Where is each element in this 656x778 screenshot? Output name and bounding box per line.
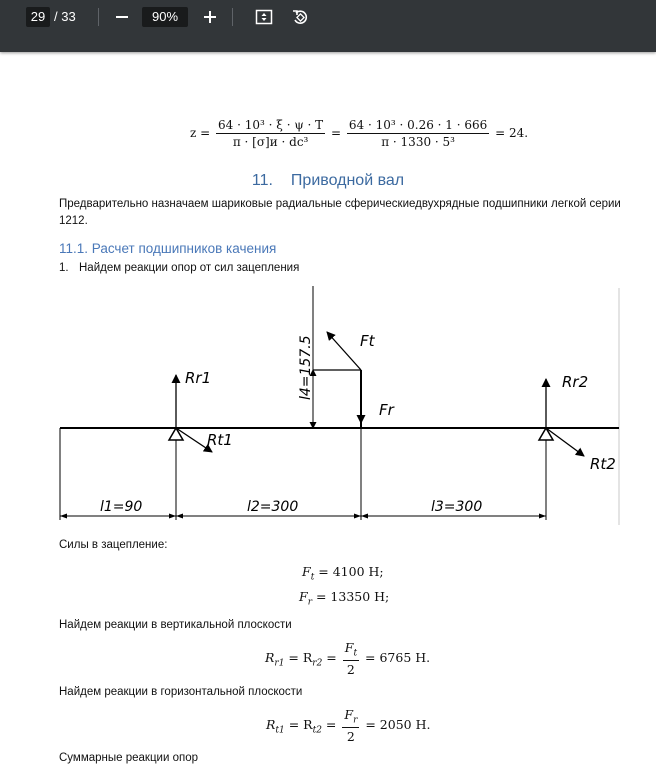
h-eq-frac-num-sub: r — [353, 715, 358, 726]
pdf-toolbar — [0, 0, 656, 52]
formula-z-eq: = — [331, 126, 342, 140]
rt1-label: Rt1 — [207, 431, 233, 449]
horizontal-equation — [266, 707, 430, 744]
h-eq-equals: = — [321, 716, 341, 732]
ft-equation — [302, 564, 384, 583]
toolbar-divider — [232, 8, 233, 26]
v-eq-r2-sub: r2 — [312, 658, 323, 669]
zoom-in-button[interactable] — [198, 5, 222, 29]
section-title: Приводной вал — [290, 172, 405, 189]
h-eq-r1-sub: t1 — [275, 725, 285, 736]
plus-icon — [203, 10, 217, 24]
fr-equation — [299, 589, 389, 608]
page-total: / 33 — [54, 9, 76, 24]
total-reactions-label: Суммарные реакции опор — [59, 752, 198, 764]
formula-z-result: = 24. — [495, 126, 529, 140]
fr-eq-symbol: F — [299, 589, 308, 604]
ft-eq-subscript: t — [310, 572, 315, 583]
page-number-input[interactable]: 29 — [26, 7, 50, 27]
horizontal-plane-label: Найдем реакции в горизонтальной плоскости — [59, 686, 303, 698]
l4-label: l4=157.5 — [298, 335, 314, 400]
v-eq-frac-num: F — [344, 640, 354, 655]
zoom-level-input[interactable]: 90% — [142, 7, 188, 27]
fit-to-page-button[interactable] — [252, 5, 276, 29]
fr-eq-value: = 13350 Н; — [312, 589, 390, 604]
v-eq-frac-num-sub: t — [353, 648, 358, 659]
frac1-numerator: 64 · 10³ · ξ · ψ · T — [218, 118, 324, 132]
v-eq-r1: R — [265, 649, 275, 665]
support-2 — [539, 428, 553, 440]
v-eq-frac-den: 2 — [346, 661, 355, 677]
l2-label: l2=300 — [247, 499, 299, 515]
formula-z-frac2 — [347, 118, 489, 149]
rr2-label: Rr2 — [562, 373, 589, 391]
list-item-text: Найдем реакции опор от сил зацепления — [79, 262, 300, 274]
fr-eq-subscript: r — [307, 597, 312, 608]
v-eq-r2: = R — [284, 649, 313, 665]
h-eq-r2: = R — [284, 716, 313, 732]
v-eq-frac — [343, 640, 359, 677]
ft-label: Ft — [360, 332, 375, 350]
h-eq-frac — [342, 707, 359, 744]
ft-eq-symbol: F — [302, 564, 311, 579]
l3-label: l3=300 — [431, 499, 483, 515]
fr-label: Fr — [379, 401, 394, 419]
formula-z — [190, 118, 528, 149]
ft-eq-value: = 4100 Н; — [314, 564, 384, 579]
h-eq-frac-num: F — [344, 707, 354, 722]
rt2-arrow — [546, 428, 584, 456]
fit-page-icon — [255, 8, 273, 26]
shaft-force-diagram — [0, 280, 656, 525]
rt2-label: Rt2 — [590, 455, 616, 473]
toolbar-divider — [98, 8, 99, 26]
section-number: 11. — [251, 172, 273, 189]
frac2-numerator: 64 · 10³ · 0.26 · 1 · 666 — [348, 118, 488, 132]
h-eq-frac-den: 2 — [346, 728, 355, 744]
intro-paragraph: Предварительно назначаем шариковые радиальные сферическиедвухрядные подшипники легкой серии 1212. — [59, 198, 621, 227]
vertical-plane-label: Найдем реакции в вертикальной плоскости — [59, 619, 292, 631]
formula-z-lhs: z = — [190, 126, 211, 140]
zoom-out-button[interactable] — [110, 5, 134, 29]
pdf-page — [0, 52, 656, 778]
formula-z-frac1 — [216, 118, 325, 149]
v-eq-result: = 6765 Н. — [361, 649, 431, 665]
support-1 — [169, 428, 183, 440]
ft-arrow — [327, 332, 361, 370]
h-eq-r2-sub: t2 — [312, 725, 322, 736]
section-heading — [0, 172, 656, 190]
v-eq-r1-sub: r1 — [274, 658, 285, 669]
rotate-icon — [291, 8, 309, 26]
h-eq-result: = 2050 Н. — [361, 716, 431, 732]
minus-icon — [115, 10, 129, 24]
rotate-button[interactable] — [288, 5, 312, 29]
forces-label: Силы в зацепление: — [59, 539, 168, 551]
list-item-number: 1. — [59, 262, 69, 274]
subsection-heading: 11.1. Расчет подшипников качения — [59, 241, 277, 256]
v-eq-equals: = — [322, 649, 341, 665]
vertical-equation — [265, 640, 430, 677]
frac1-denominator: π · [σ]и · dc³ — [232, 135, 309, 149]
h-eq-r1: R — [266, 716, 276, 732]
rr1-label: Rr1 — [185, 369, 212, 387]
frac2-denominator: π · 1330 · 5³ — [381, 135, 455, 149]
list-item — [59, 262, 299, 274]
l1-label: l1=90 — [100, 499, 143, 515]
